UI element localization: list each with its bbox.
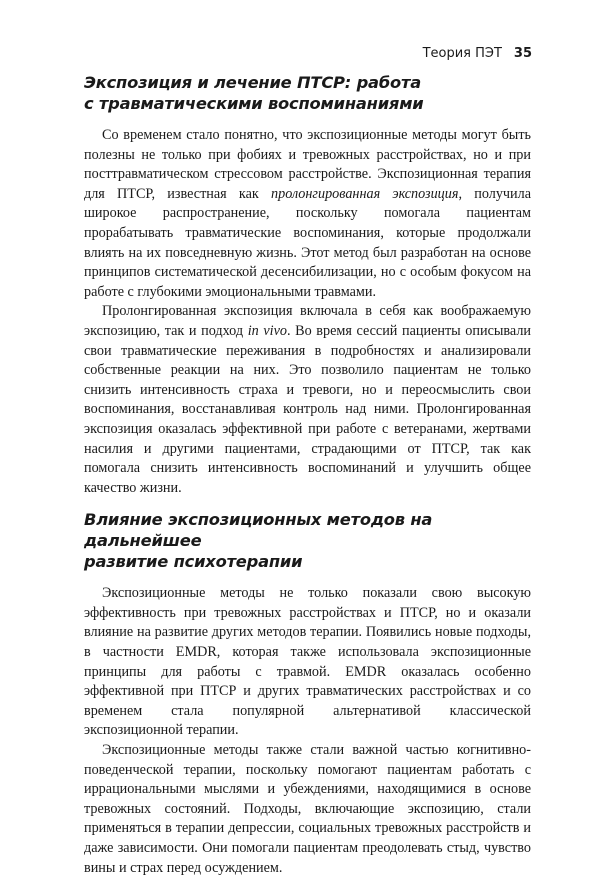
paragraph-ptsd-1-text-b: , получила широкое распространение, поскольку помогала пациентам прорабатывать травматические воспоминания, которые продолжали влиять на их повседневную жизнь. Этот метод был разработан на основе принципов систематической десенсибилизации, но с особым фокусом на работе с глубокими эмоциональными травмами. bbox=[84, 185, 532, 300]
section-heading-ptsd-line2: с травматическими воспоминаниями bbox=[84, 94, 424, 113]
section-heading-influence-line1: Влияние экспозиционных методов на дальнейшее bbox=[84, 510, 433, 551]
page-number: 35 bbox=[513, 46, 532, 61]
paragraph-ptsd-1-emphasis: пролонгированная экспозиция bbox=[271, 185, 459, 202]
paragraph-influence-2: Экспозиционные методы также стали важной частью когнитивно-поведенческой терапии, поскольку помогают пациентам работать с иррациональными мыслями и убеждениями, находящимися в основе тревожных состояний. Подходы, включающие экспозицию, стали применяться в терапии депрессии, социальных тревожных расстройств и даже зависимости. Они помогали пациентам преодолевать стыд, чувство вины и страх перед осуждением. bbox=[84, 742, 531, 876]
section-heading-influence-line2: развитие психотерапии bbox=[84, 552, 303, 572]
paragraph-ptsd-2-emphasis: in vivo bbox=[247, 322, 287, 339]
section-heading-influence bbox=[84, 509, 531, 572]
running-header-title: Теория ПЭТ bbox=[422, 46, 502, 61]
paragraph-ptsd-2-text-a: Пролонгированная экспозиция включала в себя как воображаемую экспозицию, так и подход bbox=[84, 303, 531, 339]
section-heading-ptsd-line1: Экспозиция и лечение ПТСР: работа bbox=[84, 73, 421, 92]
page-content bbox=[84, 72, 531, 878]
paragraph-ptsd-2-text-b: . Во время сессий пациенты описывали свои травматические переживания в подробностях и анализировали собственные реакции на них. Это позволило пациентам не только снизить интенсивность страха и тревоги, но и переосмыслить свои воспоминания, восстанавливая контроль над ними. Пролонгированная экспозиция оказалась эффективной при работе с ветеранами, жертвами насилия и другими пациентами, страдающими от ПТСР, так как помогала снизить интенсивность воспоминаний и улучшить общее качество жизни. bbox=[84, 322, 532, 496]
paragraph-ptsd-1 bbox=[84, 126, 531, 302]
paragraph-ptsd-1-text-a: Со временем стало понятно, что экспозиционные методы могут быть полезны не только при фобиях и тревожных расстройствах, но и при посттравматическом стрессовом расстройстве. Экспозиционная терапия для ПТСР, известная как bbox=[84, 127, 531, 202]
running-header bbox=[84, 46, 532, 62]
section-heading-ptsd bbox=[84, 72, 531, 114]
paragraph-ptsd-2 bbox=[84, 302, 531, 498]
paragraph-influence-1: Экспозиционные методы не только показали свою высокую эффективность при тревожных расстройствах и ПТСР, но и оказали влияние на развитие других методов терапии. Появились новые подходы, в частности EMDR, которая также использовала экспозиционные принципы для работы с травмой. EMDR оказалась особенно эффективной при ПТСР и других травматических расстройствах и со временем стала популярной альтернативой классической экспозиционной терапии. bbox=[84, 585, 531, 739]
